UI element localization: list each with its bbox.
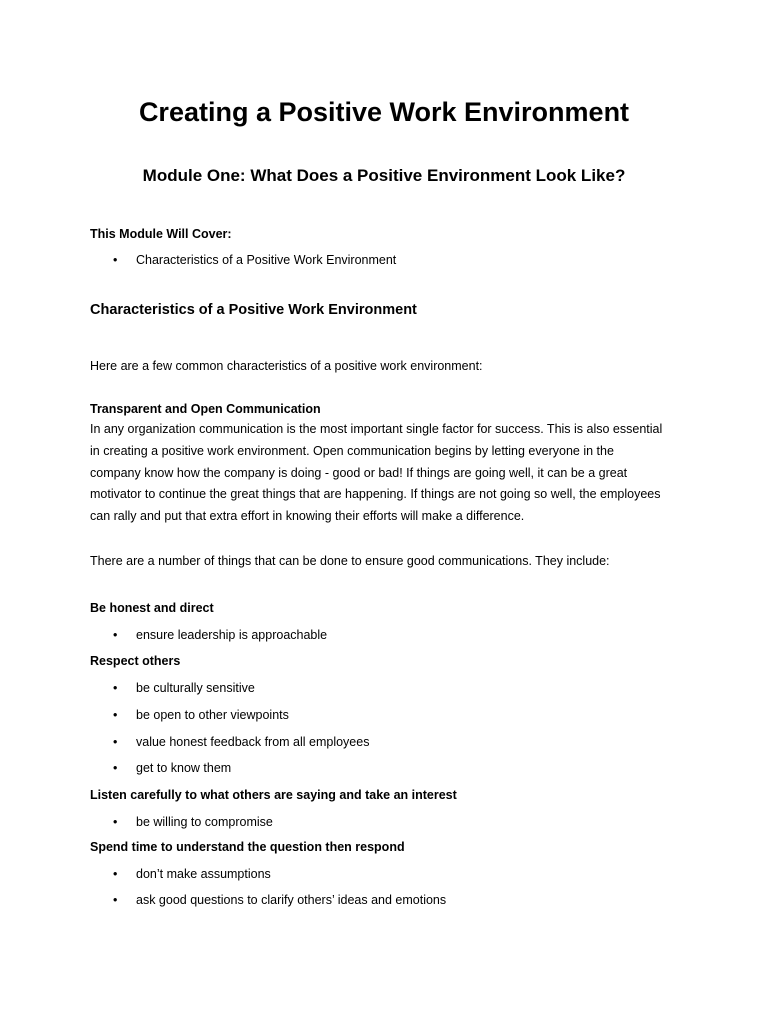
list-item-text: be open to other viewpoints <box>136 708 289 722</box>
list-item-text: value honest feedback from all employees <box>136 735 370 749</box>
communication-subheading: Transparent and Open Communication <box>90 402 321 416</box>
group-heading: Listen carefully to what others are saying and take an interest <box>90 788 457 802</box>
list-item-text: don’t make assumptions <box>136 867 271 881</box>
list-item-text: get to know them <box>136 761 232 775</box>
paragraph-line: in creating a positive work environment. Open communication begins by letting everyone in the <box>90 443 614 458</box>
paragraph-line: motivator to continue the great things that are happening. If things are not going so well, the employees <box>90 487 661 502</box>
module-subtitle: Module One: What Does a Positive Environment Look Like? <box>142 166 626 185</box>
paragraph-line: can rally and put that extra effort in knowing their efforts will make a difference. <box>90 509 525 524</box>
communication-paragraph <box>90 419 682 528</box>
bullet-icon: • <box>113 893 118 907</box>
list-item-text: be willing to compromise <box>136 815 273 829</box>
bullet-icon: • <box>113 681 118 695</box>
things-intro-text: There are a number of things that can be done to ensure good communications. They include: <box>90 554 610 568</box>
group-heading: Spend time to understand the question then respond <box>90 840 405 854</box>
list-item-text: ensure leadership is approachable <box>136 628 328 642</box>
section-heading: Characteristics of a Positive Work Environment <box>90 302 417 318</box>
bullet-icon: • <box>113 761 118 775</box>
bullet-icon: • <box>113 815 118 829</box>
paragraph-line: company know how the company is doing - good or bad! If things are going well, it can be a great <box>90 465 628 480</box>
cover-heading: This Module Will Cover: <box>90 227 232 241</box>
bullet-icon: • <box>113 708 118 722</box>
paragraph-line: In any organization communication is the most important single factor for success. This is also essential <box>90 422 663 436</box>
list-item-text: ask good questions to clarify others’ ideas and emotions <box>136 893 447 907</box>
document-title: Creating a Positive Work Environment <box>138 97 630 127</box>
group-heading: Be honest and direct <box>90 601 214 615</box>
bullet-icon: • <box>113 253 118 267</box>
intro-text: Here are a few common characteristics of a positive work environment: <box>90 359 483 373</box>
cover-item-text: Characteristics of a Positive Work Environment <box>136 253 397 267</box>
list-item-text: be culturally sensitive <box>136 681 255 695</box>
bullet-icon: • <box>113 867 118 881</box>
group-heading: Respect others <box>90 654 181 668</box>
bullet-icon: • <box>113 735 118 749</box>
bullet-icon: • <box>113 628 118 642</box>
